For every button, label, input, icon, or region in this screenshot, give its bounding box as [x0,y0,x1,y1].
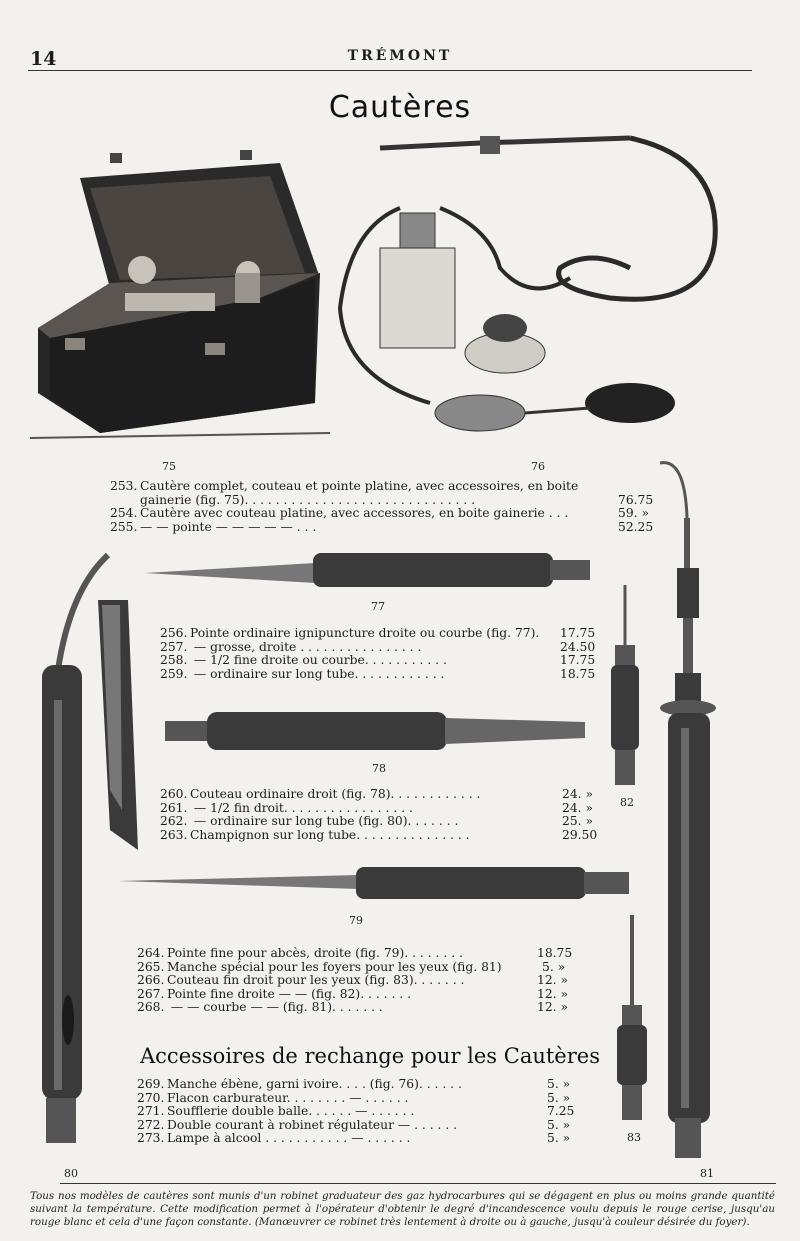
footnote: Tous nos modèles de cautères sont munis d'un robinet graduateur des gaz hydrocarbures qui se dégagent en plus ou moins grande quantité suivant la température. Cette modification permet à l'opérateur d'obtenir le degré d'incandescence voulu depuis le rouge cerise, jusqu'au rouge blanc et cela d'une façon constante. (Manœuvrer ce robinet très lentement à droite ou à gauche, jusqu'à couleur désirée du foyer). [30,1190,775,1228]
price-list-253-255 [110,480,662,534]
price-list-264-268 [137,947,577,1015]
list-item: 268. — — courbe — — (fig. 81). . . . . . . 12. » [137,1000,568,1014]
list-item: 260. Couteau ordinaire droit (fig. 78). . . . . . . . . . . . 24. » [160,787,593,801]
figure-81-eye-cautery-handle [655,458,730,1168]
figure-label-79: 79 [349,914,363,927]
price-list-260-263 [160,788,600,842]
list-item: 273. Lampe à alcool . . . . . . . . . . . — . . . . . . 5. » [137,1131,571,1145]
list-item: 254. Cautère avec couteau platine, avec accessores, en boite gainerie . . . 59. » [110,506,649,520]
page-title: Cautères [328,90,472,125]
figure-75-cautery-case [30,148,330,448]
list-item: 259. — ordinaire sur long tube. . . . . . . . . . . . 18.75 [160,666,596,681]
list-item: 267. Pointe fine droite — — (fig. 82). . . . . . . 12. » [137,986,568,1001]
figure-label-78: 78 [372,762,386,775]
list-item: 257. — grosse, droite . . . . . . . . . . . . . . . . 24.50 [160,639,596,654]
price-list-269-273 [137,1078,582,1146]
figure-label-82: 82 [620,796,634,809]
figure-77-ignipuncture-point [145,545,600,593]
list-item: 264. Pointe fine pour abcès, droite (fig. 79). . . . . . . . 18.75 [137,946,573,960]
list-item: 265. Manche spécial pour les foyers pour les yeux (fig. 81) 5. » [137,959,566,974]
figure-83-fine-knife [612,915,652,1125]
footnote-rule [60,1183,776,1184]
figure-76-cautery-apparatus [330,128,730,448]
list-item: 266. Couteau fin droit pour les yeux (fig. 83). . . . . . . 12. » [137,973,568,987]
figure-label-83: 83 [627,1131,641,1144]
running-title: TRÉMONT [347,48,453,64]
list-item: 262. — ordinaire sur long tube (fig. 80). . . . . . . 25. » [160,814,593,828]
figure-label-75: 75 [162,460,176,473]
list-item: 256. Pointe ordinaire ignipuncture droite ou courbe (fig. 77). 17.75 [160,626,596,640]
header-rule [28,70,752,71]
figure-78-knife [165,708,590,754]
figure-79-abscess-point [118,865,633,903]
page-number: 14 [30,48,57,70]
price-list-256-259 [160,627,600,681]
list-item: 270. Flacon carburateur. . . . . . . . — . . . . . . 5. » [137,1090,571,1105]
list-item: 261. — 1/2 fin droit. . . . . . . . . . . . . . . . . 24. » [160,800,593,815]
figure-label-76: 76 [531,460,545,473]
list-item: 255. — — pointe — — — — — . . . 52.25 [110,519,654,534]
figure-label-81: 81 [700,1167,714,1180]
figure-82-fine-point [605,585,645,790]
list-item: 258. — 1/2 fine droite ou courbe. . . . . . . . . . . 17.75 [160,653,596,667]
list-item: 271. Soufflerie double balle. . . . . . — . . . . . . 7.25 [137,1104,575,1118]
figure-label-80: 80 [64,1167,78,1180]
list-item: 269. Manche ébène, garni ivoire. . . . (fig. 76). . . . . . 5. » [137,1077,571,1091]
list-item: 263. Champignon sur long tube. . . . . . . . . . . . . . . 29.50 [160,827,598,842]
list-item: gainerie (fig. 75). . . . . . . . . . . . . . . . . . . . . . . . . . . . . . 76.75 [140,492,654,507]
list-item: 253. Cautère complet, couteau et pointe platine, avec accessoires, en boite [110,479,579,493]
list-item: 272. Double courant à robinet régulateur — . . . . . . 5. » [137,1117,571,1132]
figure-label-77: 77 [371,600,385,613]
accessories-heading: Accessoires de rechange pour les Cautères [140,1044,600,1068]
figure-80-long-tube-cautery [30,550,145,1165]
